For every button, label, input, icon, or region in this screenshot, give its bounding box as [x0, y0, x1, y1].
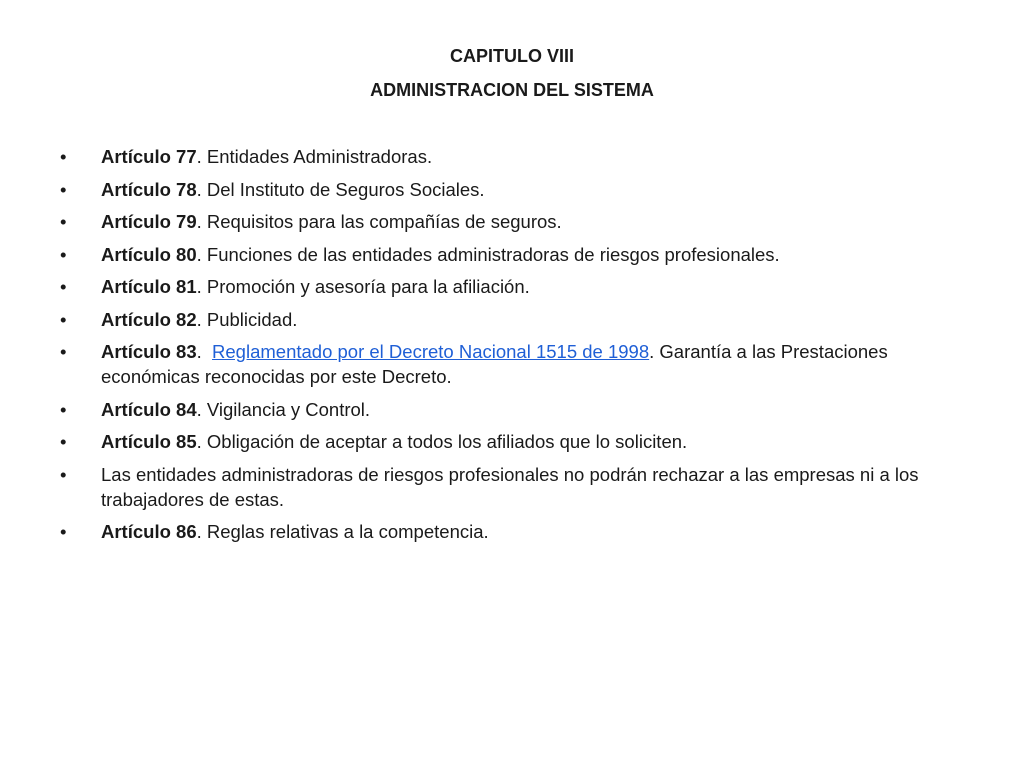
article-number: Artículo 79 — [101, 211, 197, 232]
article-text: . Promoción y asesoría para la afiliación. — [196, 276, 530, 297]
article-number: Artículo 78 — [101, 178, 197, 200]
article-text: . Requisitos para las compañías de seguros. — [196, 211, 562, 232]
list-item — [60, 429, 960, 454]
decree-link[interactable]: Reglamentado por el Decreto Nacional 1515 de 1998 — [212, 341, 650, 362]
bullet-icon: • — [60, 178, 67, 200]
list-item — [60, 274, 960, 299]
bullet-icon: • — [60, 211, 67, 232]
article-text: . Reglas relativas a la competencia. — [196, 521, 489, 542]
article-text: . Funciones de las entidades administradoras de riesgos profesionales. — [196, 243, 780, 265]
article-text: . Del Instituto de Seguros Sociales. — [196, 178, 485, 200]
article-text: Las entidades administradoras de riesgos profesionales no podrán rechazar a las empresas ni a los trabajadores de estas. — [101, 463, 919, 510]
bullet-icon: • — [60, 146, 67, 167]
bullet-icon: • — [60, 463, 67, 485]
article-number: Artículo 85 — [101, 431, 197, 452]
article-number: Artículo 82 — [101, 308, 197, 330]
bullet-icon: • — [60, 308, 67, 330]
article-text: . Publicidad. — [196, 308, 298, 330]
article-text: . Vigilancia y Control. — [196, 398, 371, 420]
chapter-heading: CAPITULO VIII — [449, 46, 574, 66]
article-separator: . — [196, 341, 213, 362]
article-number: Artículo 81 — [101, 276, 197, 297]
article-number: Artículo 77 — [101, 146, 197, 167]
bullet-icon: • — [60, 243, 67, 265]
list-item — [60, 462, 960, 512]
bullet-icon: • — [60, 398, 67, 420]
list-item — [60, 397, 960, 422]
list-item — [60, 177, 960, 202]
bullet-icon: • — [60, 341, 67, 362]
list-item — [60, 242, 960, 267]
article-text: . Obligación de aceptar a todos los afiliados que lo soliciten. — [196, 431, 688, 452]
list-item — [60, 144, 960, 169]
bullet-icon: • — [60, 431, 67, 452]
bullet-icon: • — [60, 276, 67, 297]
bullet-icon: • — [60, 521, 67, 542]
article-number: Artículo 84 — [101, 398, 197, 420]
article-text: . Garantía a las Prestaciones económicas reconocidas por este Decreto. — [101, 341, 888, 387]
list-item — [60, 307, 960, 332]
list-item — [60, 339, 960, 389]
list-item — [60, 209, 960, 234]
article-number: Artículo 86 — [101, 521, 197, 542]
article-number: Artículo 83 — [101, 341, 197, 362]
article-number: Artículo 80 — [101, 243, 197, 265]
section-title: ADMINISTRACION DEL SISTEMA — [370, 80, 654, 100]
article-list — [60, 144, 960, 552]
article-text: . Entidades Administradoras. — [196, 146, 433, 167]
list-item — [60, 519, 960, 544]
